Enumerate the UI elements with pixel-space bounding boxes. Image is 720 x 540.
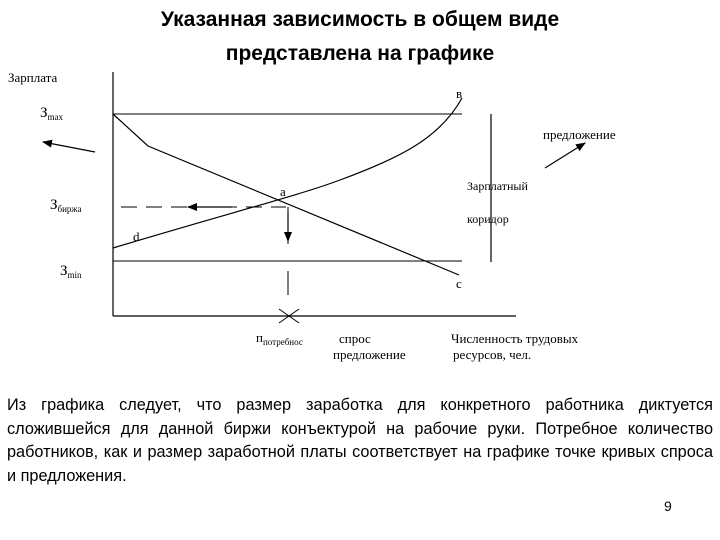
demand-curve	[113, 114, 459, 275]
page-number: 9	[664, 498, 672, 514]
slide-title-line-1: Указанная зависимость в общем виде	[160, 8, 560, 31]
slide-body-text: Из графика следует, что размер заработка для конкретного работника диктуется сложившейся для данной биржи конъектурой на рабочие руки. Потребное количество работников, как и размер заработной платы соответствует на графике точке кривых спроса и предложения.	[7, 396, 713, 485]
arrow-up-right	[545, 143, 585, 168]
legend-demand: спрос	[339, 331, 371, 346]
point-d-label: d	[133, 229, 140, 244]
slide-title-line-2: представлена на графике	[225, 42, 495, 65]
supply-label: предложение	[543, 127, 616, 142]
arrow-up-left	[43, 142, 95, 152]
n-potreb-label: $п_{потребнос}$	[256, 330, 303, 347]
x-axis-label-line-2: ресурсов, чел.	[453, 347, 532, 362]
point-v-label: в	[456, 86, 463, 101]
corridor-label-line-2: коридор	[467, 212, 509, 226]
point-c-label: c	[456, 276, 462, 291]
legend-supply: предложение	[333, 347, 406, 362]
z-min-label: $З_{min}$	[60, 263, 82, 280]
z-max-label: $З_{max}$	[40, 105, 64, 122]
corridor-label-line-1: Зарплатный	[467, 179, 528, 193]
z-birzha-label: $З_{биржа}$	[50, 197, 82, 214]
y-axis-label: Зарплата	[8, 70, 58, 85]
x-axis-label-line-1: Численность трудовых	[451, 331, 579, 346]
point-a-label: а	[280, 184, 286, 199]
